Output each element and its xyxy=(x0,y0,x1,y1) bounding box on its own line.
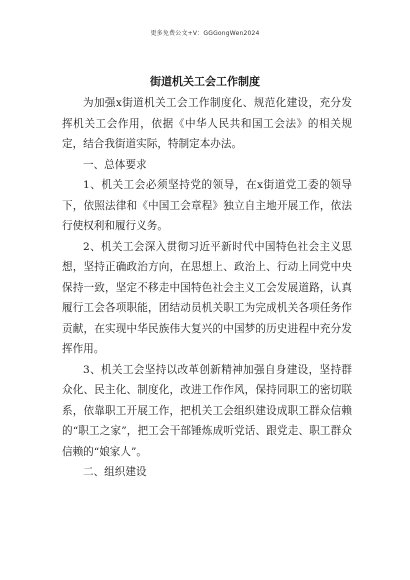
clause-1-paragraph: 1、机关工会必须坚持党的领导，在x街道党工委的领导下，依照法律和《中国工会章程》独立自主地开展工作，依法行使权利和履行义务。 xyxy=(62,179,352,232)
clause-3-paragraph: 3、机关工会坚持以改革创新精神加强自身建设，坚持群众化、民主化、制度化，改进工作作风，保持同职工的密切联系，依靠职工开展工作，把机关工会组织建设成职工群众信赖的“职工之家”，把工会干部锤炼成听党话、跟党走、职工群众信赖的“娘家人”。 xyxy=(62,363,352,458)
clause-2-paragraph: 2、机关工会深入贯彻习近平新时代中国特色社会主义思想，坚持正确政治方向，在思想上、政治上、行动上同党中央保持一致，坚定不移走中国特色社会主义工会发展道路，认真履行工会各项职能，团结动员机关职工为完成机关各项任务作贡献，在实现中华民族伟大复兴的中国梦的历史进程中充分发挥作用。 xyxy=(62,240,352,355)
section-heading-organization: 二、组织建设 xyxy=(83,466,147,478)
document-body xyxy=(62,93,352,483)
section-heading-general-requirements: 一、总体要求 xyxy=(83,158,147,171)
header-note: 更多免费公文+V：GGGongWen2024 xyxy=(150,30,260,37)
intro-paragraph: 为加强x街道机关工会工作制度化、规范化建设，充分发挥机关工会作用，依据《中华人民共和国工会法》的相关规定，结合我街道实际，特制定本办法。 xyxy=(62,97,352,150)
document-title: 街道机关工会工作制度 xyxy=(150,75,260,88)
